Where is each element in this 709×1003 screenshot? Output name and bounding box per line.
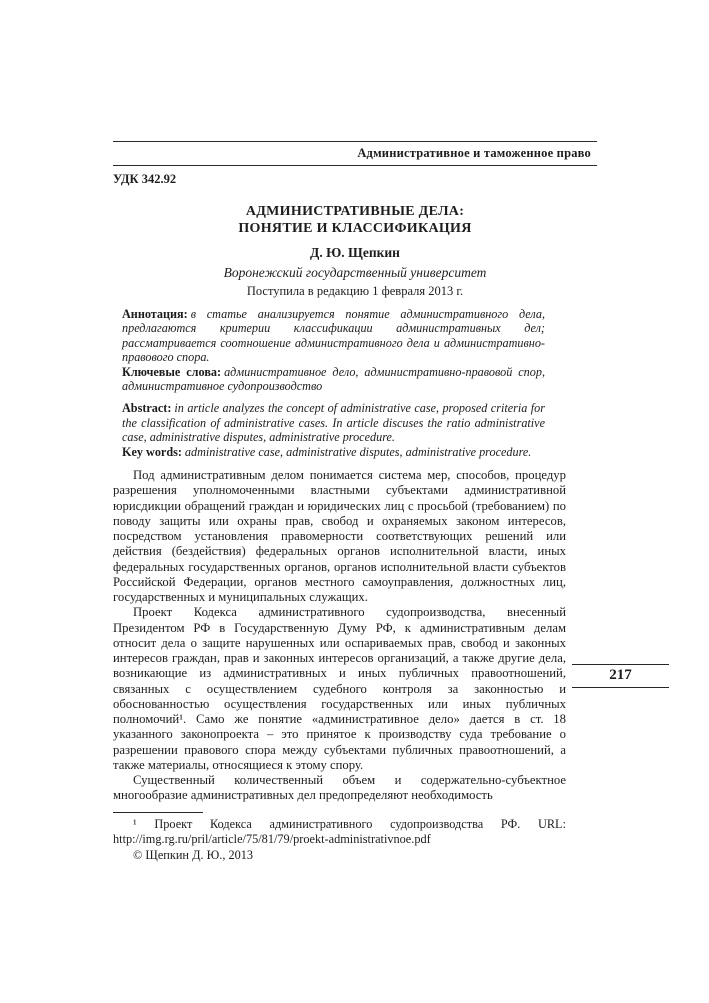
running-head-section-title: Административное и таможенное право — [357, 146, 591, 160]
footnote-reference: ¹ Проект Кодекса административного судопроизводства РФ. URL: http://img.rg.ru/pril/article/75/81/79/proekt-administrativnoe.pdf — [113, 817, 566, 846]
udc-code: УДК 342.92 — [113, 172, 177, 186]
annotation-text: в статье анализируется понятие административного дела, предлагаются критерии классификации административных дел; рассматривается соотношение административного дела и административно-правового спора. — [122, 307, 545, 365]
article-body — [113, 468, 566, 804]
abstract-block-en — [122, 401, 545, 459]
keywords-label-ru: Ключевые слова: — [122, 364, 222, 379]
abstract-text: in article analyzes the concept of administrative case, proposed criteria for the classification of administrative cases. In article discuses the ratio administrative case, administrative disputes, administrative procedure. — [122, 401, 545, 445]
article-title-line-2: ПОНЯТИЕ И КЛАССИФИКАЦИЯ — [238, 220, 472, 236]
abstract-label: Abstract: — [122, 401, 172, 416]
keywords-label-en: Key words: — [122, 444, 182, 459]
received-date: Поступила в редакцию 1 февраля 2013 г. — [246, 284, 464, 298]
annotation-paragraph — [122, 307, 545, 365]
abstract-paragraph — [122, 401, 545, 444]
footnote-block — [113, 812, 566, 863]
annotation-label: Аннотация: — [122, 307, 188, 321]
copyright-line: © Щепкин Д. Ю., 2013 — [133, 848, 254, 862]
body-paragraph-1: Под административным делом понимается система мер, способов, процедур разрешения уполномоченными властными субъектами административной юрисдикции обращений граждан и юридических лиц с просьбой (требованием) по поводу защиты или охраны прав, свобод и охраняемых законом интересов, посредством установления правомерности соответствующих решений или действия (бездействия) федеральных органов исполнительной власти, иных федеральных государственных органов, органов исполнительной власти субъектов Российской Федерации, органов местного самоуправления, должностных лиц, государственных и муниципальных служащих. — [113, 468, 566, 605]
author-affiliation: Воронежский государственный университет — [223, 265, 487, 280]
keywords-text-en: administrative case, administrative disputes, administrative procedure. — [184, 444, 532, 459]
body-paragraph-3: Существенный количественный объем и содержательно-субъектное многообразие административных дел предопределяют необходимость — [113, 773, 566, 803]
margin-page-number-box — [572, 664, 669, 688]
author-name: Д. Ю. Щепкин — [310, 245, 400, 260]
keywords-paragraph-en — [122, 445, 545, 459]
content-column — [113, 141, 597, 804]
annotation-block-ru — [122, 307, 545, 393]
keywords-paragraph-ru — [122, 365, 545, 394]
keywords-text-ru: административное дело, административно-правовой спор, административное судопроизводство — [122, 364, 545, 394]
article-title — [113, 204, 597, 237]
body-paragraph-2: Проект Кодекса административного судопроизводства, внесенный Президентом РФ в Государственную Думу РФ, к административным делам относит дела о защите нарушенных или оспариваемых прав, свобод и законных интересов граждан, прав и законных интересов организаций, а также другие дела, возникающие из административных и иных публичных правоотношений, связанных с осуществлением судебного контроля за законностью и обоснованностью осуществления государственных или иных публичных полномочий¹. Само же понятие «административное дело» дается в ст. 18 указанного законопроекта – это принятое к производству суда требование о разрешении правового спора между субъектами публичных правоотношений, а также материалы, относящиеся к этому спору. — [113, 605, 566, 772]
page-number: 217 — [609, 667, 632, 683]
running-head — [113, 141, 597, 166]
footnote-rule — [113, 812, 203, 813]
article-title-line-1: АДМИНИСТРАТИВНЫЕ ДЕЛА: — [245, 204, 465, 219]
